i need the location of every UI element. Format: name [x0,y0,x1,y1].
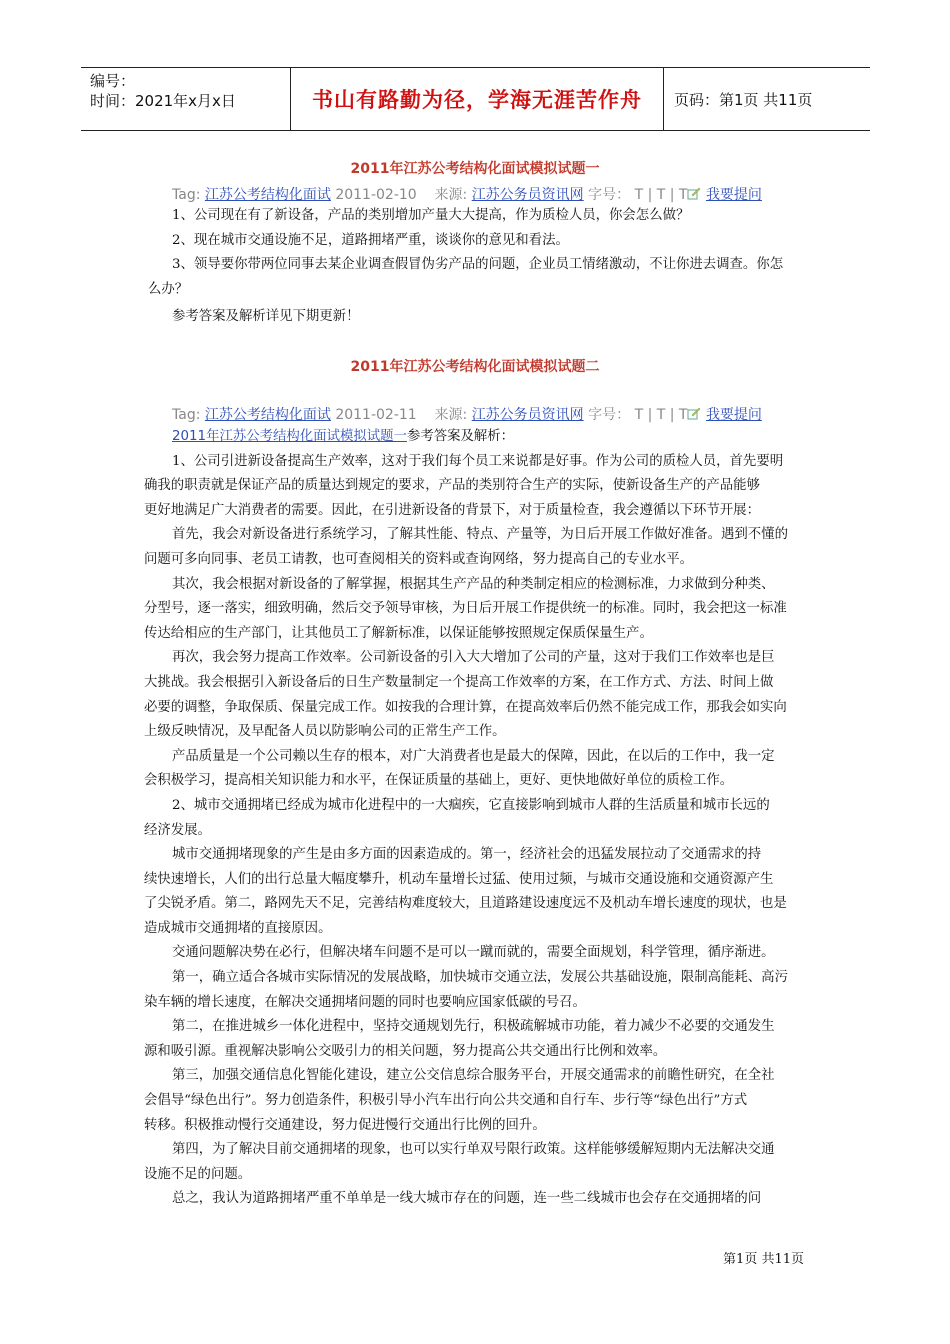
answer-line: 第三，加强交通信息化智能化建设，建立公交信息综合服务平台，开展交通需求的前瞻性研究，在全社 [172,1068,775,1084]
question-2: 2、现在城市交通设施不足，道路拥堵严重，谈谈你的意见和看法。 [172,232,569,248]
post-date: 2011-02-11 [335,407,417,423]
section1-title: 2011年江苏公考结构化面试模拟试题一 [350,161,600,177]
section1-answer-link[interactable]: 2011年江苏公考结构化面试模拟试题一 [172,429,407,444]
answer-line: 大挑战。我会根据引入新设备后的日生产数量制定一个提高工作效率的方案，在工作方式、方法、时间上做 [144,674,774,690]
section2-title: 2011年江苏公考结构化面试模拟试题二 [350,359,600,375]
answer-line: 更好地满足广大消费者的需要。因此，在引进新设备的背景下，对于质量检查，我会遵循以下环节开展： [144,502,760,518]
answer-line: 会倡导“绿色出行”。努力创造条件，积极引导小汽车出行向公共交通和自行车、步行等“绿色出行”方式 [144,1093,748,1109]
answer-line: 传达给相应的生产部门，让其他员工了解新标准，以保证能够按照规定保质保量生产。 [144,625,653,641]
answer-line: 染车辆的增长速度，在解决交通拥堵问题的同时也要响应国家低碳的号召。 [144,994,586,1010]
source-label: 来源: [434,407,468,423]
intro-rest: 参考答案及解析： [406,429,515,444]
answer-line: 经济发展。 [144,822,211,838]
question-3-cont: 么办？ [148,281,189,297]
answer-line: 造成城市交通拥堵的直接原因。 [144,920,332,936]
tag-link[interactable]: 江苏公考结构化面试 [204,407,331,423]
source-label: 来源: [434,187,468,203]
answer-line: 第一，确立适合各城市实际情况的发展战略，加快城市交通立法，发展公共基础设施，限制高能耗、高污 [172,970,788,986]
font-size-options[interactable]: T | T | T [634,187,688,203]
answer-line: 产品质量是一个公司赖以生存的根本，对广大消费者也是最大的保障，因此，在以后的工作中，我一定 [172,748,775,764]
tag-prefix: Tag: [172,187,201,203]
answer-line: 再次，我会努力提高工作效率。公司新设备的引入大大增加了公司的产量，这对于我们工作效率也是巨 [172,650,775,666]
source-link[interactable]: 江苏公务员资讯网 [471,187,584,203]
header-page-label: 页码：第1页 共11页 [674,90,813,109]
font-size-options[interactable]: T | T | T [634,407,688,423]
answer-line: 问题可多向同事、老员工请教，也可查阅相关的资料或查询网络，努力提高自己的专业水平。 [144,551,694,567]
answer-line: 第四，为了解决目前交通拥堵的现象，也可以实行单双号限行政策。这样能够缓解短期内无法解决交通 [172,1142,775,1158]
answer-line: 总之，我认为道路拥堵严重不单单是一线大城市存在的问题，连一些二线城市也会存在交通拥堵的问 [172,1191,762,1207]
question-3: 3、领导要你带两位同事去某企业调查假冒伪劣产品的问题，企业员工情绪激动，不让你进去调查。你怎 [172,257,784,273]
post-date: 2011-02-10 [335,187,417,203]
section2-tag-line [172,404,762,424]
time-label: 时间：2021年x月x日 [90,92,236,110]
answer-line: 转移。积极推动慢行交通建设，努力促进慢行交通出行比例的回升。 [144,1117,546,1133]
ask-question-icon[interactable] [687,406,701,420]
source-link[interactable]: 江苏公务员资讯网 [471,407,584,423]
ask-question-icon[interactable] [687,186,701,200]
answer-line: 其次，我会根据对新设备的了解掌握，根据其生产产品的种类制定相应的检测标准，力求做到分种类、 [172,576,775,592]
answer-line: 1、公司引进新设备提高生产效率，这对于我们每个员工来说都是好事。作为公司的质检人员，首先要明 [172,453,784,469]
header-meta-cell [81,68,291,130]
answer-line: 设施不足的问题。 [144,1166,252,1182]
answer-line: 首先，我会对新设备进行系统学习，了解其性能、特点、产量等，为日后开展工作做好准备。遇到不懂的 [172,527,788,543]
answer-line: 交通问题解决势在必行，但解决堵车问题不是可以一蹴而就的，需要全面规划，科学管理，循序渐进。 [172,945,775,961]
ask-question-link[interactable]: 我要提问 [705,187,762,203]
answer-line: 会积极学习，提高相关知识能力和水平，在保证质量的基础上，更好、更快地做好单位的质检工作。 [144,773,734,789]
section2-body [144,425,808,1212]
answer-line: 续快速增长，人们的出行总量大幅度攀升，机动车量增长过猛、使用过频，与城市交通设施和交通资源产生 [144,871,774,887]
answer-line: 2、城市交通拥堵已经成为城市化进程中的一大痼疾，它直接影响到城市人群的生活质量和城市长远的 [172,797,770,813]
answer-line: 分型号，逐一落实，细致明确，然后交予领导审核，为日后开展工作提供统一的标准。同时，我会把这一标准 [144,601,787,617]
section1-body [148,204,808,330]
answer-line: 第二，在推进城乡一体化进程中，坚持交通规划先行，积极疏解城市功能，着力减少不必要的交通发生 [172,1019,775,1035]
code-label: 编号： [90,72,136,90]
answer-line: 上级反映情况，及早配备人员以防影响公司的正常生产工作。 [144,724,506,740]
tag-link[interactable]: 江苏公考结构化面试 [204,187,331,203]
header-motto: 书山有路勤为径，学海无涯苦作舟 [291,68,664,130]
ask-question-link[interactable]: 我要提问 [705,407,762,423]
answer-line: 城市交通拥堵现象的产生是由多方面的因素造成的。第一，经济社会的迅猛发展拉动了交通需求的持 [172,847,762,863]
font-size-label: 字号： [588,187,631,203]
page-footer: 第1页 共11页 [723,1252,804,1267]
page-header [81,67,870,131]
answer-line: 了尖锐矛盾。第二，路网先天不足，完善结构难度较大，且道路建设速度远不及机动车增长速度的现状，也是 [144,896,787,912]
answer-line: 必要的调整，争取保质、保量完成工作。如按我的合理计算，在提高效率后仍然不能完成工作，那我会如实向 [144,699,787,715]
question-1: 1、公司现在有了新设备，产品的类别增加产量大大提高，作为质检人员，你会怎么做？ [172,208,690,223]
answer-line: 确我的职责就是保证产品的质量达到规定的要求，产品的类别符合生产的实际，使新设备生产的产品能够 [144,478,760,494]
font-size-label: 字号： [588,407,631,423]
answer-paragraphs [144,450,808,1212]
answer-note: 参考答案及解析详见下期更新！ [172,309,360,325]
answer-line: 源和吸引源。重视解决影响公交吸引力的相关问题，努力提高公共交通出行比例和效率。 [144,1043,667,1059]
tag-prefix: Tag: [172,407,201,423]
section1-tag-line [172,184,762,204]
